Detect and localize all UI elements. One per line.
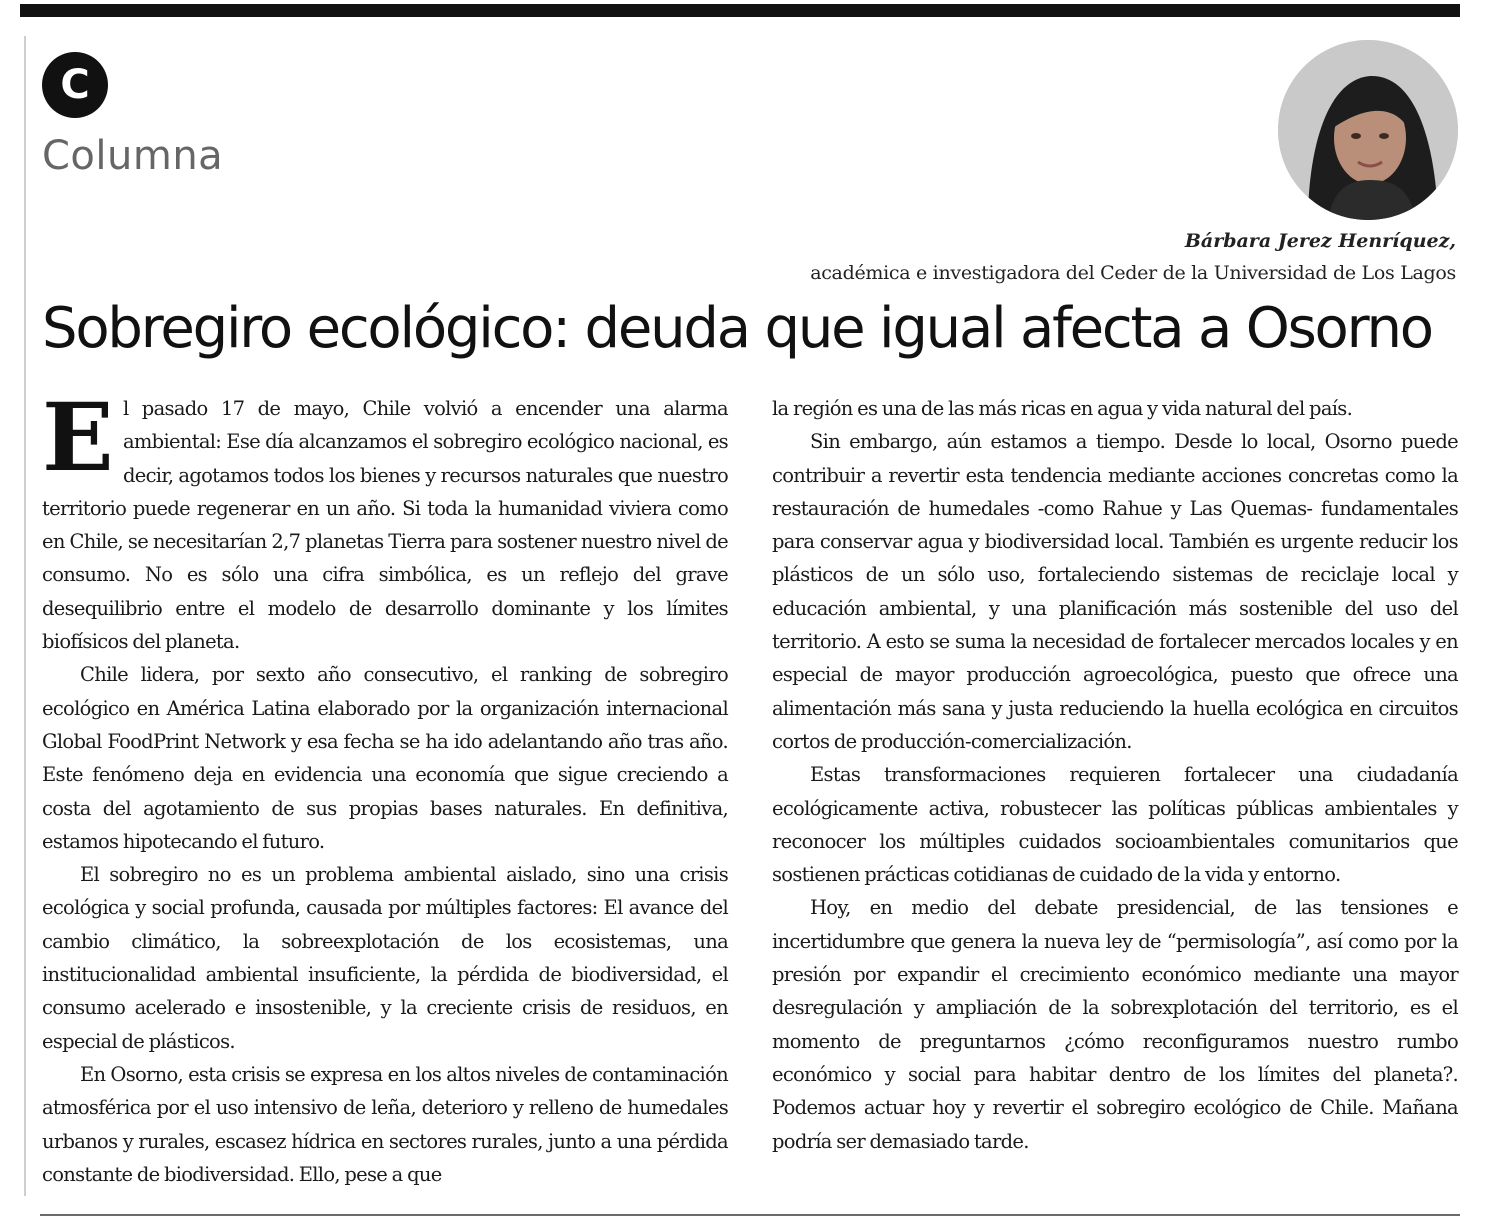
article-column-left	[42, 383, 728, 1191]
author-photo	[1278, 40, 1458, 220]
paragraph-5: la región es una de las más ricas en agua y vida natural del país.	[772, 397, 1353, 420]
left-rule	[24, 36, 26, 1196]
paragraph-1-text: l pasado 17 de mayo, Chile volvió a encender una alarma ambiental: Ese día alcanzamos el sobregiro ecológico nacional, es decir, agotamos todos los bienes y recursos naturales que nuestro territorio puede regenerar en un año. Si toda la humanidad viviera como en Chile, se necesitarían 2,7 planetas Tierra para sostener nuestro nivel de consumo. No es sólo una cifra simbólica, es un reflejo del grave desequilibrio entre el modelo de desarrollo dominante y los límites biofísicos del planeta.	[42, 397, 728, 654]
paragraph-7: Estas transformaciones requieren fortalecer una ciudadanía ecológicamente activa, robustecer las políticas públicas ambientales y reconocer los múltiples cuidados socioambientales comunitarios que sostienen prácticas cotidianas de cuidado de la vida y entorno.	[772, 763, 1458, 887]
section-label: Columna	[42, 133, 224, 179]
top-rule	[20, 4, 1460, 17]
article-column-right	[772, 392, 1458, 1158]
section-badge	[42, 52, 108, 118]
bottom-rule	[40, 1214, 1460, 1216]
section-badge-letter: C	[60, 62, 90, 108]
drop-cap: E	[42, 383, 113, 493]
headline: Sobregiro ecológico: deuda que igual afecta a Osorno	[42, 296, 1432, 361]
paragraph-4: En Osorno, esta crisis se expresa en los altos niveles de contaminación atmosférica por el uso intensivo de leña, deterioro y relleno de humedales urbanos y rurales, escasez hídrica en sectores rurales, junto a una pérdida constante de biodiversidad. Ello, pese a que	[42, 1062, 728, 1186]
author-role: académica e investigadora del Ceder de la Universidad de Los Lagos	[810, 262, 1456, 284]
paragraph-1	[42, 383, 728, 658]
paragraph-8: Hoy, en medio del debate presidencial, de las tensiones e incertidumbre que genera la nueva ley de “permisología”, así como por la presión por expandir el crecimiento económico mediante una mayor desregulación y ampliación de la sobrexplotación del territorio, es el momento de preguntarnos ¿cómo reconfiguramos nuestro rumbo económico y social para habitar dentro de los límites del planeta?. Podemos actuar hoy y revertir el sobregiro ecológico de Chile. Mañana podría ser demasiado tarde.	[772, 896, 1458, 1153]
paragraph-3: El sobregiro no es un problema ambiental aislado, sino una crisis ecológica y social profunda, causada por múltiples factores: El avance del cambio climático, la sobreexplotación de los ecosistemas, una institucionalidad ambiental insuficiente, la pérdida de biodiversidad, el consumo acelerado e insostenible, y la creciente crisis de residuos, en especial de plásticos.	[42, 863, 728, 1053]
author-name: Bárbara Jerez Henríquez,	[1184, 230, 1456, 252]
paragraph-2: Chile lidera, por sexto año consecutivo, el ranking de sobregiro ecológico en América Latina elaborado por la organización internacional Global FoodPrint Network y esa fecha se ha ido adelantando año tras año. Este fenómeno deja en evidencia una economía que sigue creciendo a costa del agotamiento de sus propias bases naturales. En definitiva, estamos hipotecando el futuro.	[42, 663, 728, 853]
paragraph-6: Sin embargo, aún estamos a tiempo. Desde lo local, Osorno puede contribuir a revertir esta tendencia mediante acciones concretas como la restauración de humedales -como Rahue y Las Quemas- fundamentales para conservar agua y biodiversidad local. También es urgente reducir los plásticos de un sólo uso, fortaleciendo sistemas de reciclaje local y educación ambiental, y una planificación más sostenible del uso del territorio. A esto se suma la necesidad de fortalecer mercados locales y en especial de mayor producción agroecológica, puesto que ofrece una alimentación más sana y justa reduciendo la huella ecológica en circuitos cortos de producción-comercialización.	[772, 430, 1458, 753]
author-portrait-icon	[1278, 40, 1458, 220]
